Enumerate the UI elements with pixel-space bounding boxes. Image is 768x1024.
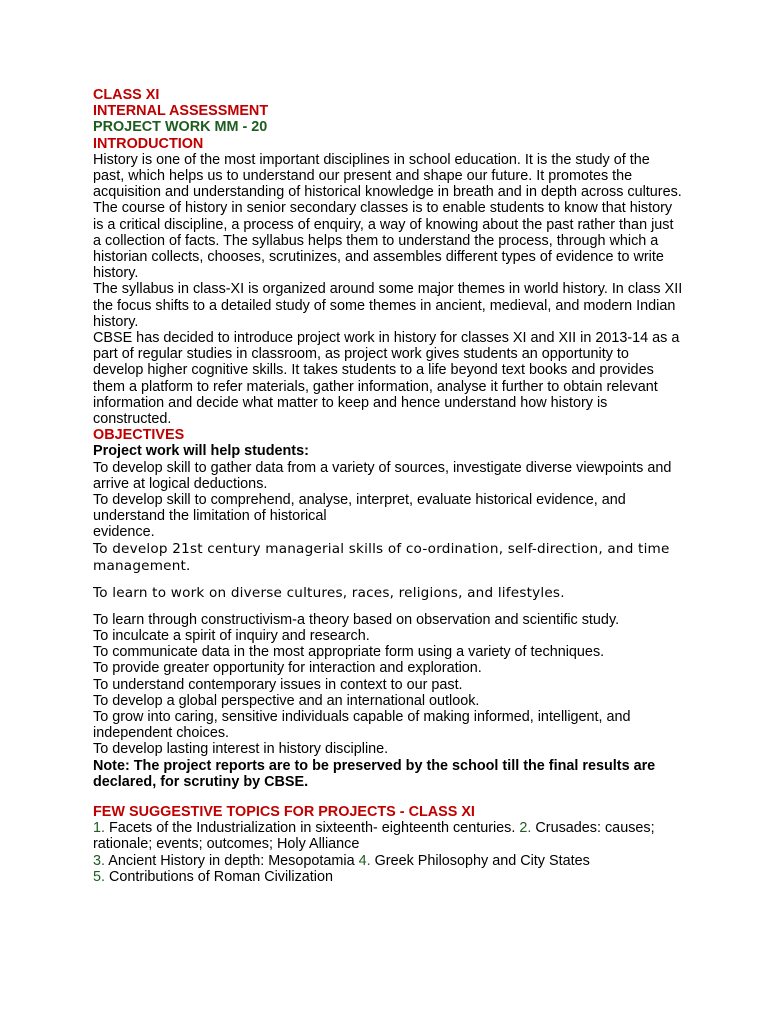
note: Note: The project reports are to be preserved by the school till the final results are declared, for scrutiny by CBSE. <box>93 757 656 790</box>
objective-text: To grow into caring, sensitive individuals capable of making informed, intelligent, and independent choices. <box>93 708 631 742</box>
objective-text: To develop 21st century managerial skills of co-ordination, self-direction, and time management. <box>93 540 670 574</box>
objective-item <box>93 660 683 676</box>
class-heading: CLASS XI <box>93 87 160 103</box>
topic-number: 5. <box>93 868 106 885</box>
topic-text: Greek Philosophy and City States <box>370 852 590 869</box>
document-content <box>93 87 683 885</box>
objective-text: To inculcate a spirit of inquiry and research. <box>93 627 370 644</box>
intro-paragraph: History is one of the most important disciplines in school education. It is the study of the past, which helps us to understand our present and shape our future. It promotes the acquisition and understanding of historical knowledge in breath and in depth across cultures. <box>93 151 682 201</box>
topic-number: 3. <box>93 852 106 869</box>
objective-text: To learn to work on diverse cultures, races, religions, and lifestyles. <box>93 584 565 601</box>
objective-item <box>93 585 683 602</box>
topic-text: Facets of the Industrialization in sixteenth- eighteenth centuries. <box>105 820 520 837</box>
topic-number: 4. <box>358 852 371 869</box>
intro-paragraph: The course of history in senior secondary classes is to enable students to know that history is a critical discipline, a process of enquiry, a way of knowing about the past rather than just a collection of facts. The syllabus helps them to understand the process, through which a historian collects, chooses, scrutinizes, and assembles different types of evidence to write history. <box>93 200 674 282</box>
topics-line <box>93 853 683 869</box>
objective-item <box>93 612 683 628</box>
topic-number: 1. <box>93 820 106 837</box>
spacer <box>93 790 683 804</box>
objective-item <box>93 709 683 741</box>
objective-item <box>93 541 683 575</box>
objective-item <box>93 492 683 524</box>
topic-text: Crusades: causes; rationale; events; outcomes; Holy Alliance <box>93 820 655 853</box>
objective-text: To develop skill to gather data from a variety of sources, investigate diverse viewpoints and arrive at logical deductions. <box>93 459 672 492</box>
topic-text: Contributions of Roman Civilization <box>105 868 333 885</box>
objective-text: To provide greater opportunity for interaction and exploration. <box>93 660 482 677</box>
objective-item <box>93 741 683 757</box>
topics-heading: FEW SUGGESTIVE TOPICS FOR PROJECTS - CLASS XI <box>93 803 475 820</box>
topic-text: Ancient History in depth: Mesopotamia <box>105 852 359 869</box>
objective-text: To develop a global perspective and an international outlook. <box>93 692 480 709</box>
objective-text: To develop skill to comprehend, analyse, interpret, evaluate historical evidence, and understand the limitation of historical <box>93 492 626 525</box>
objective-item <box>93 460 683 492</box>
objective-item <box>93 693 683 709</box>
intro-paragraph: The syllabus in class-XI is organized around some major themes in world history. In class XII the focus shifts to a detailed study of some themes in ancient, medieval, and modern Indian history. <box>93 281 683 330</box>
topics-line <box>93 820 683 852</box>
objective-text: To learn through constructivism-a theory based on observation and scientific study. <box>93 611 620 628</box>
objective-item <box>93 677 683 693</box>
objective-text: To communicate data in the most appropriate form using a variety of techniques. <box>93 644 605 661</box>
spacer <box>93 575 683 585</box>
objectives-heading: OBJECTIVES <box>93 427 185 444</box>
spacer <box>93 602 683 612</box>
topic-number: 2. <box>519 820 532 837</box>
objective-text: To understand contemporary issues in context to our past. <box>93 676 463 693</box>
topics-line <box>93 869 683 885</box>
objective-item <box>93 644 683 660</box>
objective-item <box>93 628 683 644</box>
introduction-heading: INTRODUCTION <box>93 135 204 152</box>
intro-paragraph: CBSE has decided to introduce project work in history for classes XI and XII in 2013-14 as a part of regular studies in classroom, as project work gives students an opportunity to develop higher cognitive skills. It takes students to a life beyond text books and provides them a platform to refer materials, gather information, analyse it further to obtain relevant information and decide what matter to keep and hence understand how history is constructed. <box>93 330 680 428</box>
assessment-heading: INTERNAL ASSESSMENT <box>93 103 269 120</box>
objective-text: To develop lasting interest in history discipline. <box>93 741 389 758</box>
objective-continuation: evidence. <box>93 524 155 541</box>
project-heading: PROJECT WORK MM - 20 <box>93 119 268 136</box>
objectives-lead: Project work will help students: <box>93 443 309 460</box>
